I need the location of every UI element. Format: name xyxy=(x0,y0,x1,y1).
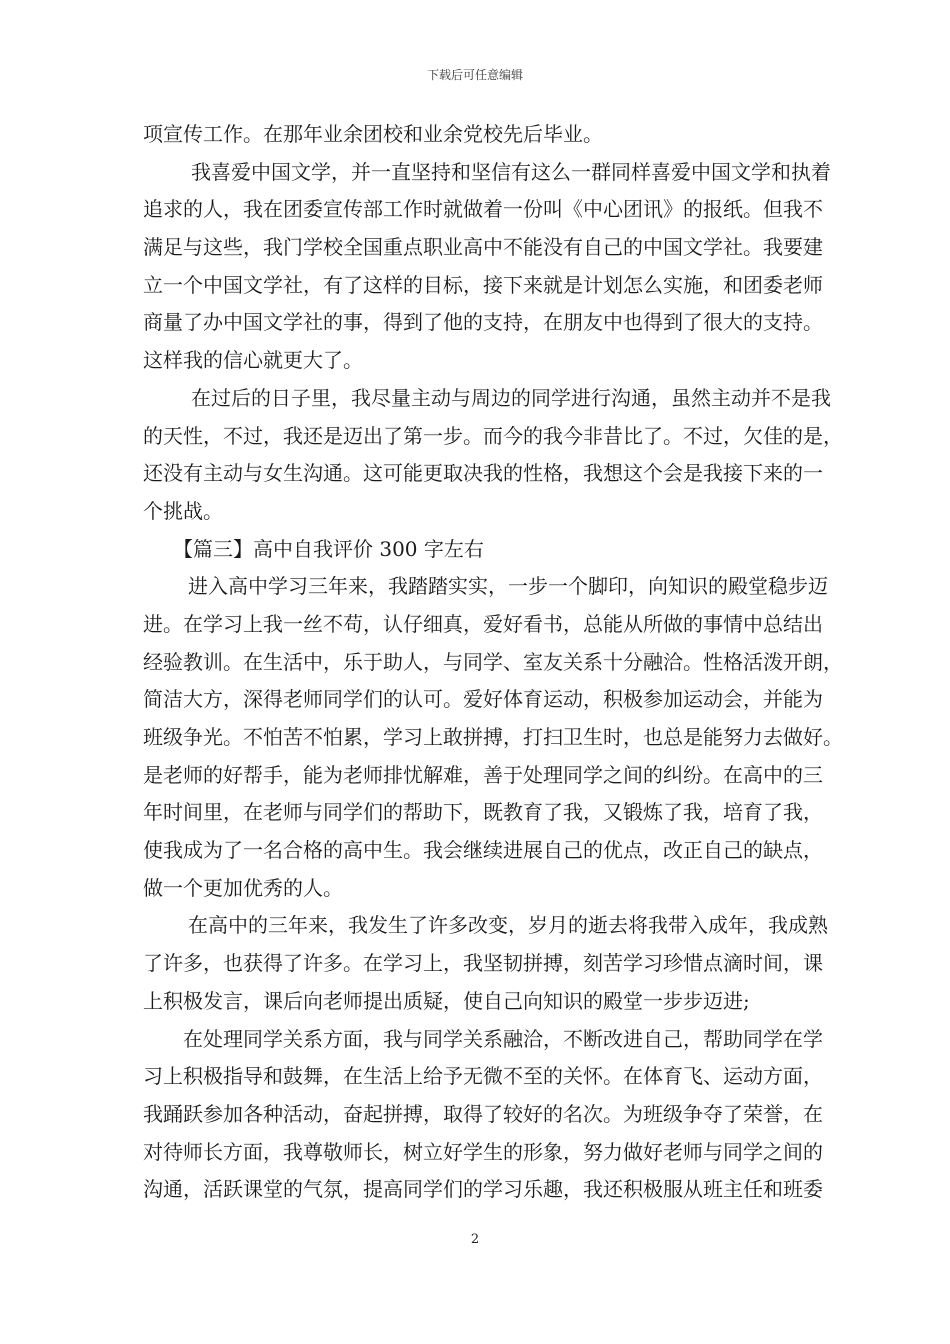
text-line: 在过后的日子里，我尽量主动与周边的同学进行沟通，虽然主动并不是我 xyxy=(191,385,831,410)
text-line: 这样我的信心就更大了。 xyxy=(143,348,363,373)
page-header: 下载后可任意编辑 xyxy=(426,68,523,82)
text-line: 习上积极指导和鼓舞，在生活上给予无微不至的关怀。在体育飞、运动方面， xyxy=(143,1064,823,1089)
text-line: 在处理同学关系方面，我与同学关系融洽，不断改进自己，帮助同学在学 xyxy=(183,1026,823,1051)
text-line: 年时间里，在老师与同学们的帮助下，既教育了我，又锻炼了我，培育了我， xyxy=(143,800,823,825)
text-line: 班级争光。不怕苦不怕累，学习上敢拼搏，打扫卫生时，也总是能努力去做好。 xyxy=(143,725,843,749)
text-line: 满足与这些，我门学校全国重点职业高中不能没有自己的中国文学社。我要建 xyxy=(143,235,823,260)
text-line: 进。在学习上我一丝不苟，认仔细真，爱好看书，总能从所做的事情中总结出 xyxy=(143,611,823,636)
text-line: 做一个更加优秀的人。 xyxy=(143,875,343,900)
text-line: 沟通，活跃课堂的气氛，提高同学们的学习乐趣，我还积极服从班主任和班委 xyxy=(143,1177,823,1202)
text-line: 经验教训。在生活中，乐于助人，与同学、室友关系十分融洽。性格活泼开朗， xyxy=(143,649,843,674)
text-line: 项宣传工作。在那年业余团校和业余党校先后毕业。 xyxy=(143,122,603,146)
text-line: 【篇三】高中自我评价 300 字左右 xyxy=(173,536,484,561)
text-line: 商量了办中国文学社的事，得到了他的支持，在朋友中也得到了很大的支持。 xyxy=(143,310,823,335)
text-line: 对待师长方面，我尊敬师长，树立好学生的形象，努力做好老师与同学之间的 xyxy=(143,1139,823,1164)
document-body xyxy=(143,116,843,1209)
text-line: 个挑战。 xyxy=(143,498,223,523)
text-line: 追求的人，我在团委宣传部工作时就做着一份叫《中心团讯》的报纸。但我不 xyxy=(143,197,823,222)
text-line: 的天性，不过，我还是迈出了第一步。而今的我今非昔比了。不过，欠佳的是， xyxy=(143,423,843,448)
text-line: 立一个中国文学社，有了这样的目标，接下来就是计划怎么实施，和团委老师 xyxy=(143,272,823,297)
page-number: 2 xyxy=(470,1232,480,1247)
text-line: 我踊跃参加各种活动，奋起拼搏，取得了较好的名次。为班级争夺了荣誉，在 xyxy=(143,1101,823,1126)
text-line: 上积极发言，课后向老师提出质疑，使自己向知识的殿堂一步步迈进; xyxy=(143,988,750,1013)
text-line: 简洁大方，深得老师同学们的认可。爱好体育运动，积极参加运动会，并能为 xyxy=(143,687,823,712)
text-line: 我喜爱中国文学，并一直坚持和坚信有这么一群同样喜爱中国文学和执着 xyxy=(191,159,831,184)
text-line: 是老师的好帮手，能为老师排忧解难，善于处理同学之间的纠纷。在高中的三 xyxy=(143,762,823,787)
text-line: 在高中的三年来，我发生了许多改变，岁月的逝去将我带入成年，我成熟 xyxy=(188,913,828,938)
text-line: 还没有主动与女生沟通。这可能更取决我的性格，我想这个会是我接下来的一 xyxy=(143,461,823,486)
text-line: 进入高中学习三年来，我踏踏实实，一步一个脚印，向知识的殿堂稳步迈 xyxy=(188,574,828,599)
text-line: 了许多，也获得了许多。在学习上，我坚韧拼搏，刻苦学习珍惜点滴时间，课 xyxy=(143,951,823,976)
text-line: 使我成为了一名合格的高中生。我会继续进展自己的优点，改正自己的缺点， xyxy=(143,838,823,863)
